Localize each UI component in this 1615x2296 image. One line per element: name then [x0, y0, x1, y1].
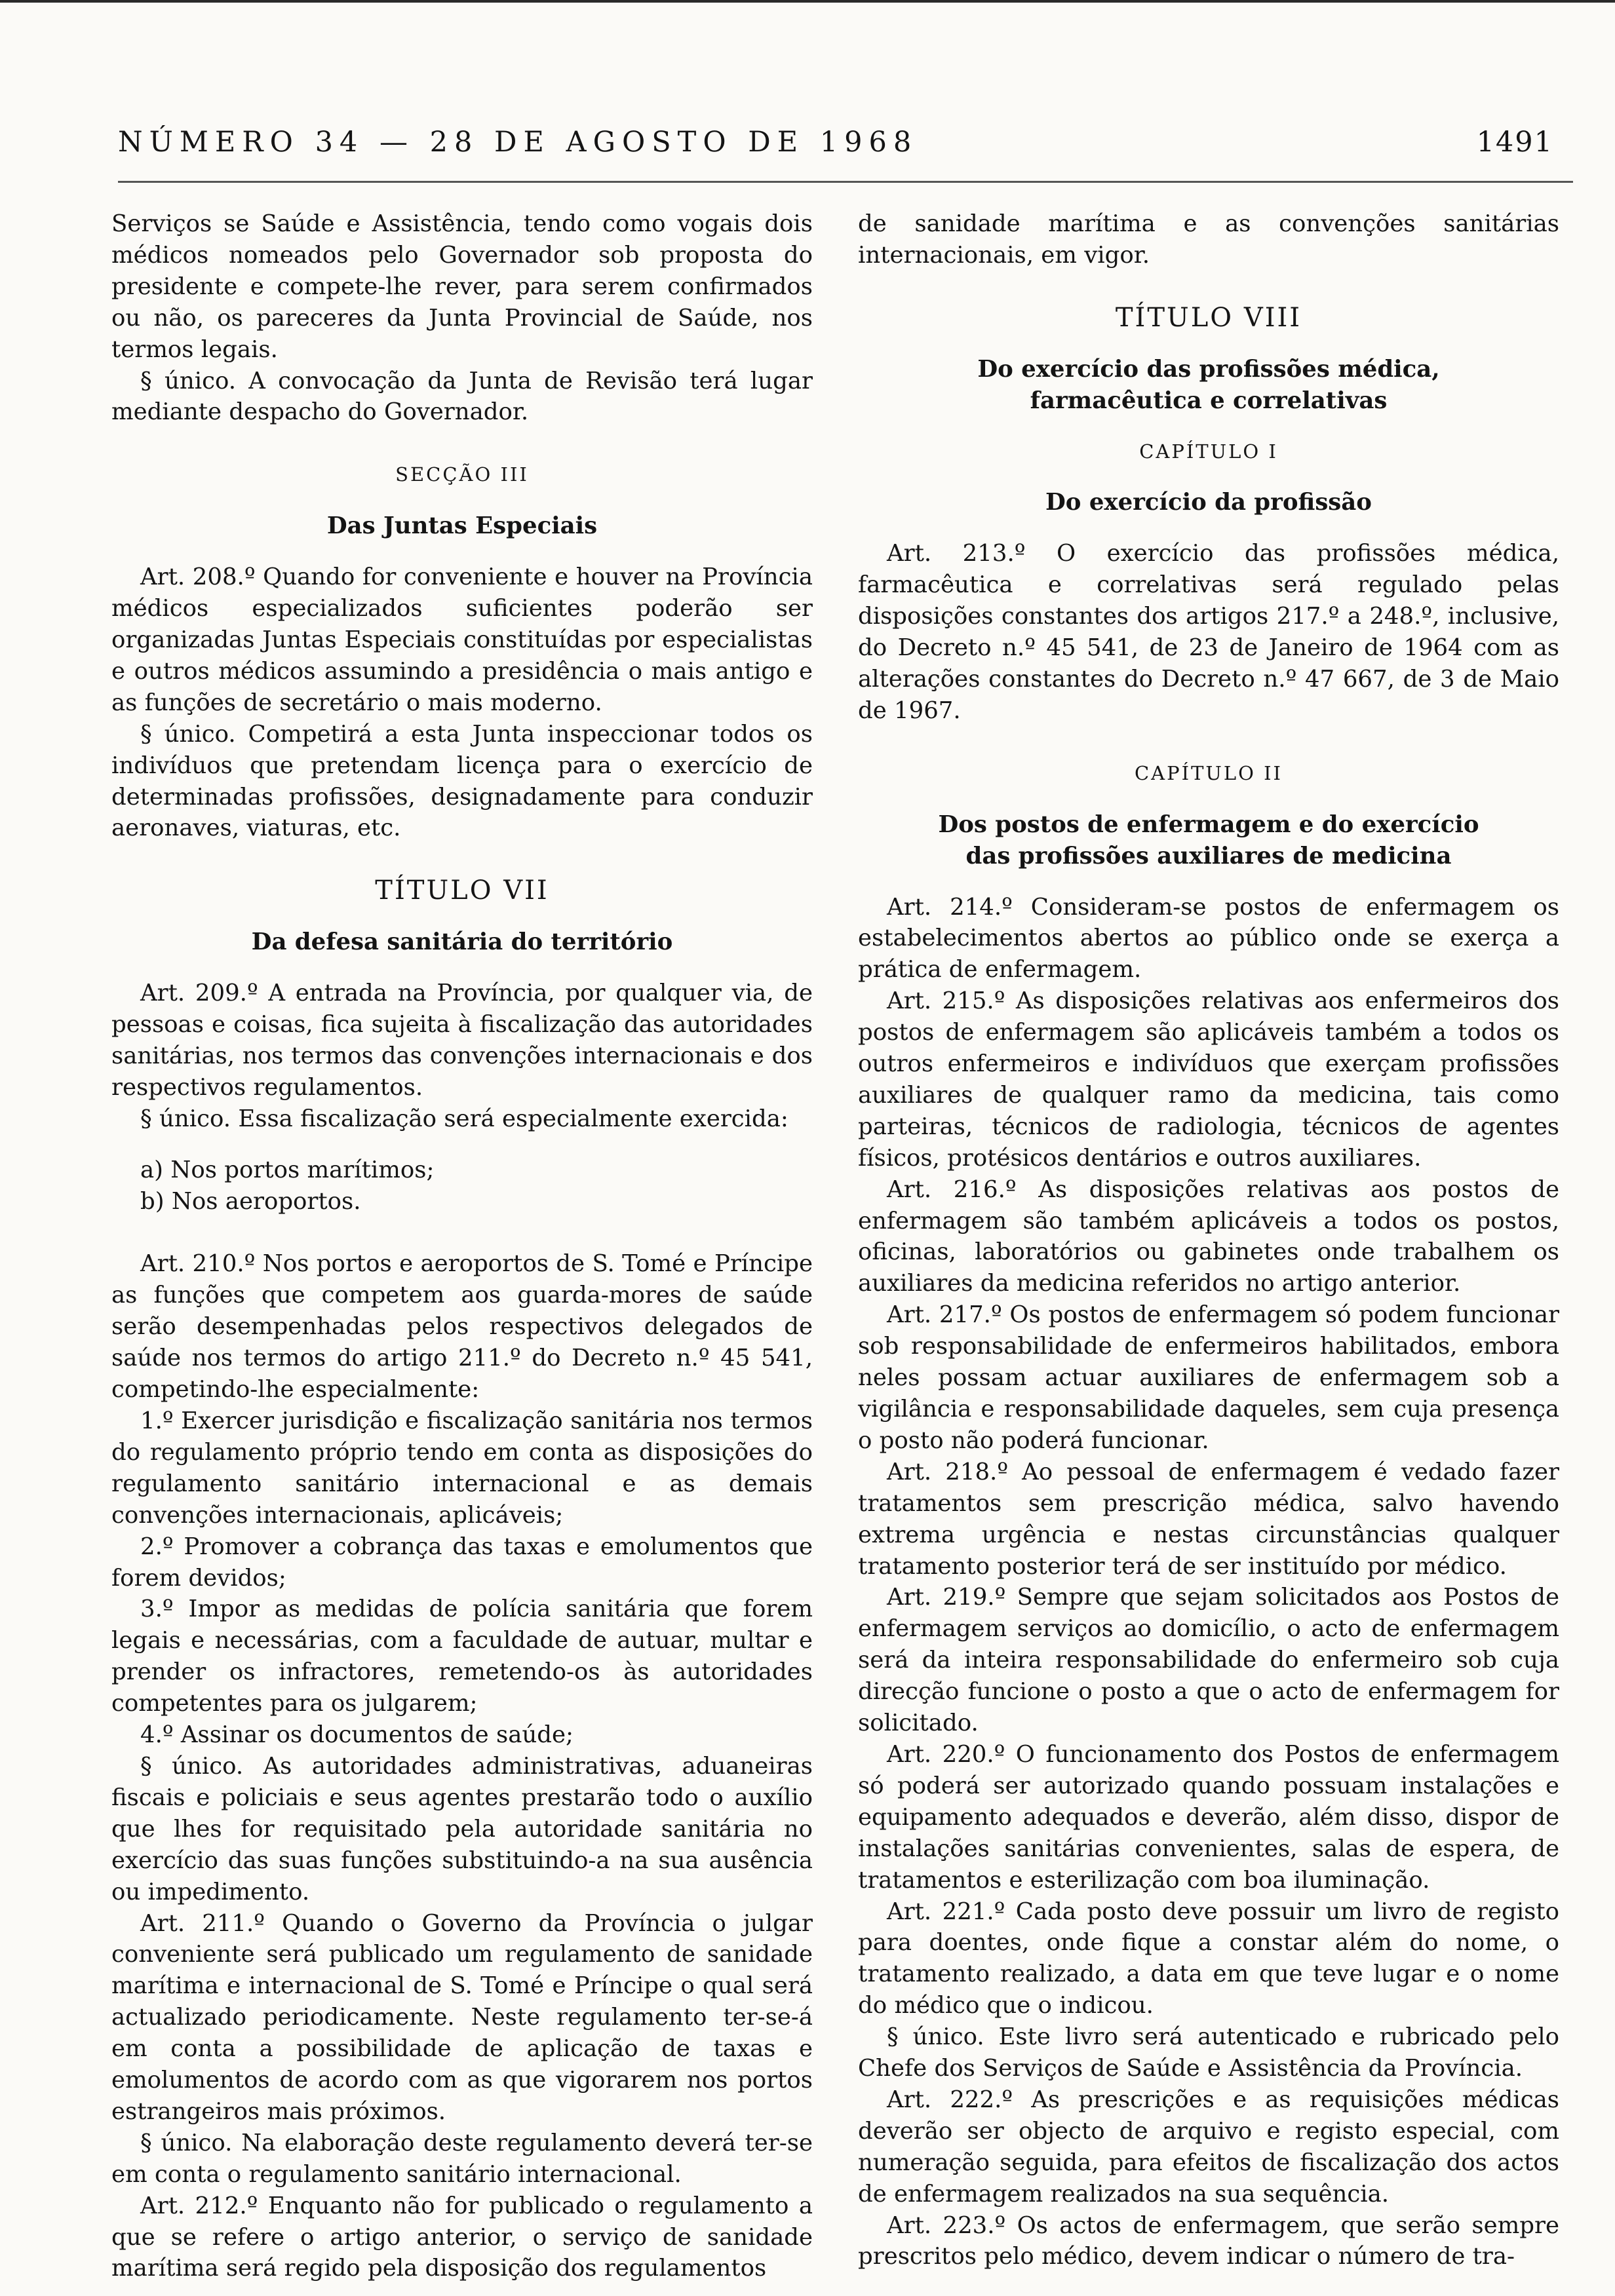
article-208-unico: § único. Competirá a esta Junta inspeccionar todos os indivíduos que pretendam licença para o exercício de determinadas profissões, designadamente para conduzir aeronaves, viaturas, etc.: [111, 720, 813, 842]
paragraph: § único. A convocação da Junta de Revisão terá lugar mediante despacho do Governador.: [111, 367, 813, 426]
chapter-i-heading: Do exercício da profissão: [1045, 489, 1372, 516]
article-210-item-3: 3.º Impor as medidas de polícia sanitária que forem legais e necessárias, com a faculdade de autuar, multar e prender os infractores, remetendo-os às autoridades competentes para os julgarem;: [111, 1596, 813, 1717]
section-label: SECÇÃO III: [395, 463, 529, 486]
article-221-unico: § único. Este livro será autenticado e rubricado pelo Chefe dos Serviços de Saúde e Assistência da Província.: [858, 2023, 1559, 2082]
article-208: Art. 208.º Quando for conveniente e houver na Província médicos especializados suficientes poderão ser organizadas Juntas Especiais constituídas por especialistas e outros médicos assumindo a presidência o mais antigo e as funções de secretário o mais moderno.: [111, 564, 813, 716]
article-210-item-1: 1.º Exercer jurisdição e fiscalização sanitária nos termos do regulamento próprio tendo em conta as disposições do regulamento sanitário internacional e as demais convenções internacionais, aplicáveis;: [111, 1407, 813, 1529]
article-210-item-4: 4.º Assinar os documentos de saúde;: [140, 1721, 574, 1749]
article-211: Art. 211.º Quando o Governo da Província o julgar conveniente será publicado um regulamento de sanidade marítima e internacional de S. Tomé e Príncipe o qual será actualizado periodicamente. Neste regulamento ter-se-á em conta a possibilidade de aplicação de taxas e emolumentos de acordo com as que vigorarem nos portos estrangeiros mais próximos.: [111, 1909, 813, 2125]
article-216: Art. 216.º As disposições relativas aos postos de enfermagem são também aplicáveis a todos os postos, oficinas, laboratórios ou gabinetes onde trabalhem os auxiliares da medicina referidos no artigo anterior.: [858, 1176, 1559, 1297]
article-222: Art. 222.º As prescrições e as requisições médicas deverão ser objecto de arquivo e registo especial, com numeração seguida, para efeitos de fiscalização dos actos de enfermagem realizados na sua sequência.: [858, 2086, 1559, 2208]
article-210: Art. 210.º Nos portos e aeroportos de S. Tomé e Príncipe as funções que competem aos guarda-mores de saúde serão desempenhadas pelos respectivos delegados de saúde nos termos do artigo 211.º do Decreto n.º 45 541, competindo-lhe especialmente:: [111, 1250, 813, 1404]
title-viii-heading-line2: farmacêutica e correlativas: [1030, 387, 1388, 414]
article-210-item-2: 2.º Promover a cobrança das taxas e emolumentos que forem devidos;: [111, 1533, 813, 1592]
top-edge-line: [0, 0, 1615, 3]
title-vii-heading: Da defesa sanitária do território: [251, 928, 673, 956]
article-209-unico: § único. Essa fiscalização será especialmente exercida:: [140, 1105, 788, 1132]
article-221: Art. 221.º Cada posto deve possuir um livro de registo para doentes, onde fique a constar além do nome, o tratamento realizado, a data em que teve lugar e o nome do médico que o indicou.: [858, 1898, 1559, 2019]
article-215: Art. 215.º As disposições relativas aos enfermeiros dos postos de enfermagem são aplicáveis também a todos os outros enfermeiros e indivíduos que exerçam profissões auxiliares de qualquer ramo da medicina, tais como parteiras, técnicos de radiologia, técnicos de agentes físicos, protésicos dentários e outros auxiliares.: [858, 987, 1559, 1172]
article-210-unico: § único. As autoridades administrativas, aduaneiras fiscais e policiais e seus agentes prestarão todo o auxílio que lhes for requisitado pela autoridade sanitária no exercício das suas funções substituindo-a na sua ausência ou impedimento.: [111, 1752, 813, 1905]
article-218: Art. 218.º Ao pessoal de enfermagem é vedado fazer tratamentos sem prescrição médica, salvo havendo extrema urgência e nestas circunstâncias qualquer tratamento posterior terá de ser instituído por médico.: [858, 1458, 1559, 1580]
chapter-ii-heading-line2: das profissões auxiliares de medicina: [965, 842, 1452, 870]
left-column: [111, 208, 813, 2284]
paragraph: Serviços se Saúde e Assistência, tendo como vogais dois médicos nomeados pelo Governador sob proposta do presidente e compete-lhe rever, para serem confirmados ou não, os pareceres da Junta Provincial de Saúde, nos termos legais.: [111, 210, 813, 363]
article-212: Art. 212.º Enquanto não for publicado o regulamento a que se refere o artigo anterior, o serviço de sanidade marítima será regido pela disposição dos regulamentos: [111, 2192, 813, 2282]
page-number: 1491: [1476, 126, 1553, 159]
header-rule: [118, 181, 1573, 183]
page-header: [118, 126, 1553, 165]
article-223: Art. 223.º Os actos de enfermagem, que serão sempre prescritos pelo médico, devem indicar o número de tra-: [858, 2211, 1559, 2270]
right-column: [858, 208, 1559, 2272]
article-220: Art. 220.º O funcionamento dos Postos de enfermagem só poderá ser autorizado quando possuam instalações e equipamento adequados e deverão, além disso, dispor de instalações sanitárias convenientes, salas de espera, de tratamentos e esterilização com boa iluminação.: [858, 1740, 1559, 1894]
paragraph: de sanidade marítima e as convenções sanitárias internacionais, em vigor.: [858, 210, 1559, 269]
article-217: Art. 217.º Os postos de enfermagem só podem funcionar sob responsabilidade de enfermeiros habilitados, embora neles possam actuar auxiliares de enfermagem sob a vigilância e responsabilidade daqueles, sem cuja presença o posto não poderá funcionar.: [858, 1301, 1559, 1454]
article-219: Art. 219.º Sempre que sejam solicitados aos Postos de enfermagem serviços ao domicílio, o acto de enfermagem será da inteira responsabilidade do enfermeiro sob cuja direcção funcione o posto a que o acto de enfermagem for solicitado.: [858, 1584, 1559, 1737]
chapter-ii-heading-line1: Dos postos de enfermagem e do exercício: [938, 811, 1479, 838]
list-item-a: a) Nos portos marítimos;: [140, 1156, 435, 1183]
chapter-ii-label: CAPÍTULO II: [1134, 761, 1283, 784]
title-viii-heading-line1: Do exercício das profissões médica,: [977, 355, 1440, 383]
list-item-b: b) Nos aeroportos.: [140, 1187, 361, 1215]
chapter-i-label: CAPÍTULO I: [1139, 440, 1278, 463]
article-213: Art. 213.º O exercício das profissões médica, farmacêutica e correlativas será regulado pelas disposições constantes dos artigos 217.º a 248.º, inclusive, do Decreto n.º 45 541, de 23 de Janeiro de 1964 com as alterações constantes do Decreto n.º 47 667, de 3 de Maio de 1967.: [858, 540, 1559, 724]
article-211-unico: § único. Na elaboração deste regulamento deverá ter-se em conta o regulamento sanitário internacional.: [111, 2129, 813, 2188]
article-209: Art. 209.º A entrada na Província, por qualquer via, de pessoas e coisas, fica sujeita à fiscalização das autoridades sanitárias, nos termos das convenções internacionais e dos respectivos regulamentos.: [111, 980, 813, 1101]
section-title: Das Juntas Especiais: [326, 512, 598, 540]
title-vii-label: TÍTULO VII: [375, 875, 549, 906]
title-viii-label: TÍTULO VIII: [1115, 302, 1302, 333]
article-214: Art. 214.º Consideram-se postos de enfermagem os estabelecimentos abertos ao público onde se exerça a prática de enfermagem.: [858, 893, 1559, 984]
issue-date: NÚMERO 34 — 28 DE AGOSTO DE 1968: [118, 126, 918, 159]
